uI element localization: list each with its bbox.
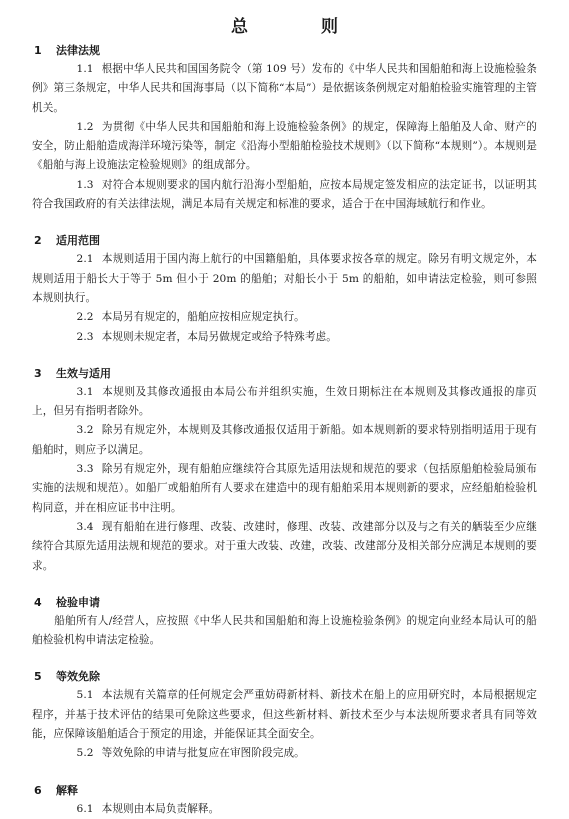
paragraph	[32, 686, 537, 744]
paragraph-number: 6.1	[76, 802, 94, 815]
paragraph	[32, 328, 537, 347]
paragraph-text: 本法规有关篇章的任何规定会严重妨碍新材料、新技术在船上的应用研究时，本局根据规定程序，并基于技术评估的结果可免除这些要求，但这些新材料、新技术至少与本法规所要求者具有同等效能，应保障该船舶适合于预定的用途，并能保证其全面安全。	[32, 689, 537, 741]
paragraph-number: 3.4	[76, 520, 94, 533]
paragraph-number: 2.2	[76, 311, 94, 324]
paragraph-text: 本规则适用于国内海上航行的中国籍船舶，具体要求按各章的规定。除另有明文规定外，本规则适用于船长大于等于 5m 但小于 20m 的船舶；对船长小于 5m 的船舶，如申请法定检验，则可参照本规则执行。	[32, 253, 537, 304]
paragraph-text: 除另有规定外，现有船舶应继续符合其原先适用法规和规范的要求（包括原船舶检验局颁布实施的法规和规范）。如船厂或船舶所有人要求在建造中的现有船舶采用本规则新的要求，应经船舶检验机构同意，并在相应证书中注明。	[32, 463, 537, 514]
section-gap	[32, 214, 537, 232]
paragraph-number: 1.1	[76, 63, 94, 75]
section-number: 2	[34, 234, 42, 248]
section-number: 3	[34, 366, 42, 380]
paragraph-number: 5.2	[76, 747, 94, 760]
section-heading-text: 解释	[56, 783, 78, 797]
paragraph-text: 为贯彻《中华人民共和国船舶和海上设施检验条例》的规定，保障海上船舶及人命、财产的安全，防止船舶造成海洋环境污染等，制定《沿海小型船舶检验技术规则》（以下简称“本规则”）。本规则是《船舶与海上设施法定检验规则》的组成部分。	[32, 120, 537, 172]
section-heading-text: 适用范围	[56, 234, 100, 248]
paragraph	[32, 176, 537, 215]
section-6	[32, 782, 537, 819]
section-3	[32, 365, 537, 576]
paragraph-text: 本规则由本局负责解释。	[101, 802, 220, 815]
paragraph-number: 3.2	[76, 424, 94, 437]
paragraph	[32, 308, 537, 327]
paragraph-number: 1.3	[76, 178, 94, 191]
section-heading-text: 法律法规	[56, 44, 100, 57]
paragraph-text: 对符合本规则要求的国内航行沿海小型船舶，应按本局规定签发相应的法定证书，以证明其符合我国政府的有关法律法规，满足本局有关规定和标准的要求，适合于在中国海域航行和作业。	[32, 178, 537, 211]
paragraph	[32, 612, 537, 651]
paragraph	[32, 518, 537, 576]
section-heading	[32, 365, 537, 383]
paragraph-number: 5.1	[76, 689, 94, 702]
section-4	[32, 594, 537, 651]
paragraph	[32, 118, 537, 176]
section-2	[32, 232, 537, 346]
paragraph	[32, 800, 537, 819]
paragraph	[32, 421, 537, 460]
section-heading	[32, 782, 537, 800]
paragraph-number: 3.1	[76, 385, 94, 398]
paragraph-text: 本规则及其修改通报由本局公布并组织实施，生效日期标注在本规则及其修改通报的扉页上，但另有指明者除外。	[32, 385, 537, 418]
section-number: 5	[34, 670, 42, 684]
section-gap	[32, 650, 537, 668]
section-gap	[32, 347, 537, 365]
paragraph	[32, 460, 537, 518]
section-heading	[32, 232, 537, 250]
section-heading	[32, 594, 537, 612]
paragraph	[32, 383, 537, 422]
section-gap	[32, 764, 537, 782]
paragraph	[32, 60, 537, 118]
section-number: 1	[34, 44, 42, 57]
section-heading-text: 等效免除	[56, 670, 100, 684]
paragraph-text: 本规则未规定者，本局另做规定或给予特殊考虑。	[101, 330, 337, 343]
document-body	[32, 42, 537, 819]
section-number: 4	[34, 595, 42, 609]
paragraph-text: 等效免除的申请与批复应在审图阶段完成。	[101, 747, 305, 760]
section-heading	[32, 42, 537, 60]
paragraph-number: 2.1	[76, 253, 94, 266]
paragraph-number: 1.2	[76, 120, 94, 133]
section-1	[32, 42, 537, 214]
paragraph-text: 船舶所有人/经营人，应按照《中华人民共和国船舶和海上设施检验条例》的规定向业经本局认可的船舶检验机构申请法定检验。	[32, 614, 537, 647]
section-heading-text: 生效与适用	[56, 366, 111, 380]
section-heading-text: 检验申请	[56, 595, 100, 609]
paragraph-text: 现有船舶在进行修理、改装、改建时，修理、改装、改建部分以及与之有关的舾装至少应继续符合其原先适用法规和规范的要求。对于重大改装、改建，改装、改建部分及相关部分应满足本规则的要求。	[32, 520, 537, 572]
paragraph-number: 2.3	[76, 330, 94, 343]
section-heading	[32, 668, 537, 686]
section-number: 6	[34, 783, 42, 797]
paragraph-number: 3.3	[76, 463, 94, 476]
page-title: 总 则	[231, 17, 366, 37]
section-5	[32, 668, 537, 763]
paragraph-text: 除另有规定外，本规则及其修改通报仅适用于新船。如本规则新的要求特别指明适用于现有船舶时，则应予以满足。	[32, 424, 537, 456]
paragraph-text: 根据中华人民共和国国务院令（第 109 号）发布的《中华人民共和国船舶和海上设施检验条例》第三条规定，中华人民共和国海事局（以下简称“本局”）是依据该条例规定对船舶检验实施管理的主管机关。	[32, 63, 537, 114]
paragraph	[32, 744, 537, 763]
section-gap	[32, 576, 537, 594]
paragraph-text: 本局另有规定的，船舶应按相应规定执行。	[101, 311, 305, 324]
paragraph	[32, 250, 537, 308]
